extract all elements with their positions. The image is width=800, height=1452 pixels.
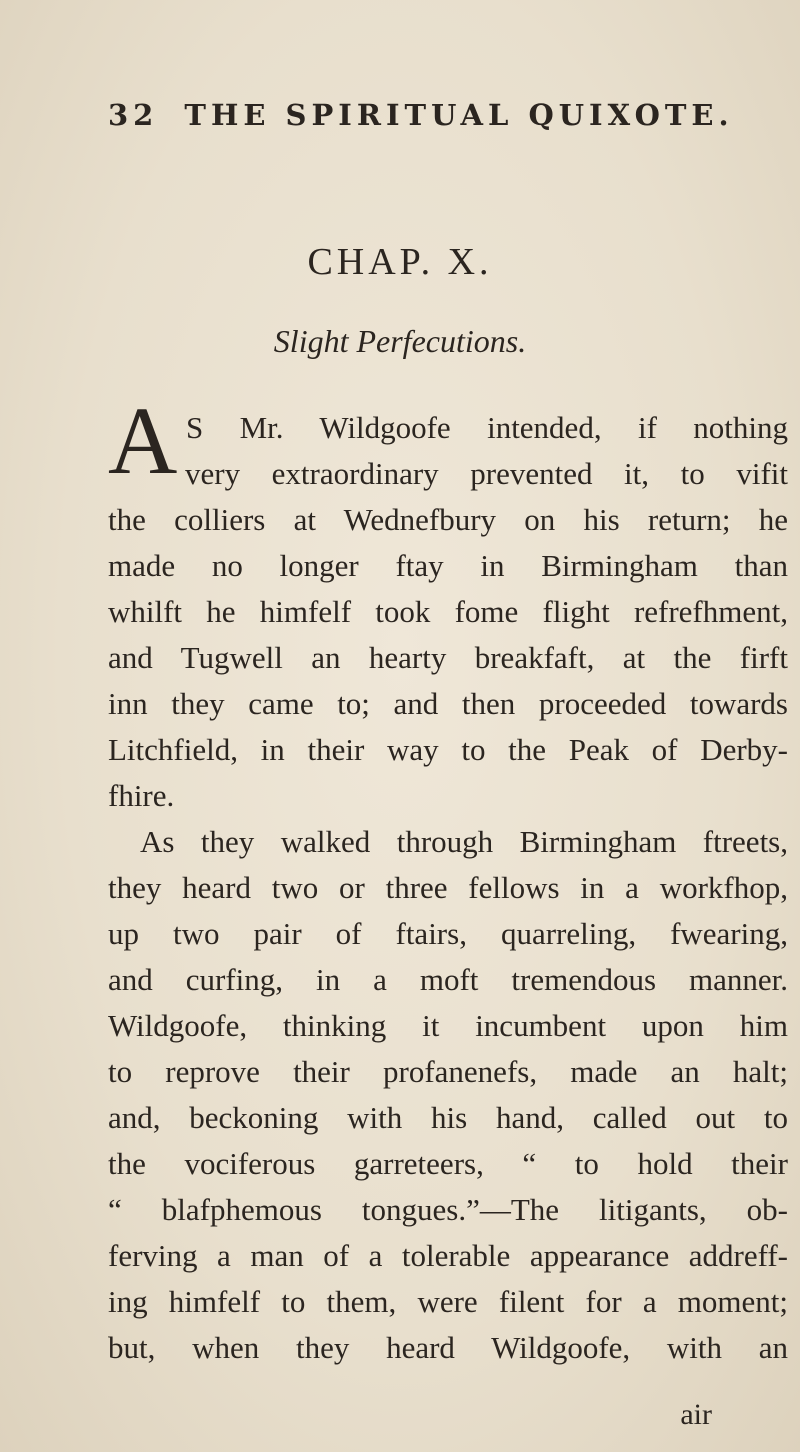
- running-title: THE SPIRITUAL QUIXOTE.: [184, 98, 734, 132]
- text-line: the vociferous garreteers, “ to hold their: [108, 1146, 788, 1181]
- text-line: “ blafphemous tongues.”—The litigants, ob-: [108, 1192, 788, 1227]
- text-line: whilft he himfelf took fome flight refrefhment,: [108, 594, 788, 629]
- text-line: very extraordinary prevented it, to vifit: [185, 456, 788, 491]
- text-line: ferving a man of a tolerable appearance addreff-: [108, 1238, 788, 1273]
- text-line: fhire.: [108, 778, 175, 813]
- text-line: they heard two or three fellows in a workfhop,: [108, 870, 788, 905]
- catchword: air: [680, 1398, 712, 1431]
- text-line: Litchfield, in their way to the Peak of Derby-: [108, 732, 788, 767]
- text-line: and curfing, in a moft tremendous manner.: [108, 962, 788, 997]
- text-line: made no longer ftay in Birmingham than: [108, 548, 788, 583]
- running-header: [108, 98, 734, 132]
- page-number: 32: [108, 98, 159, 132]
- text-line: the colliers at Wednefbury on his return; he: [108, 502, 788, 537]
- text-line: up two pair of ftairs, quarreling, fwearing,: [108, 916, 788, 951]
- drop-cap: A: [108, 387, 178, 494]
- text-line: inn they came to; and then proceeded towards: [108, 686, 788, 721]
- text-line: and Tugwell an hearty breakfaft, at the firft: [108, 640, 788, 675]
- text-line: and, beckoning with his hand, called out to: [108, 1100, 788, 1135]
- text-line: ing himfelf to them, were filent for a moment;: [108, 1284, 788, 1319]
- text-line: Wildgoofe, thinking it incumbent upon him: [108, 1008, 788, 1043]
- body-text: [108, 387, 788, 1371]
- text-line: but, when they heard Wildgoofe, with an: [108, 1330, 788, 1365]
- text-line: to reprove their profanenefs, made an halt;: [108, 1054, 788, 1089]
- text-line: As they walked through Birmingham ftreets,: [140, 824, 788, 859]
- text-line: S Mr. Wildgoofe intended, if nothing: [186, 410, 788, 445]
- chapter-subtitle: Slight Perfecutions.: [273, 323, 527, 359]
- chapter-title: CHAP. X.: [307, 241, 493, 283]
